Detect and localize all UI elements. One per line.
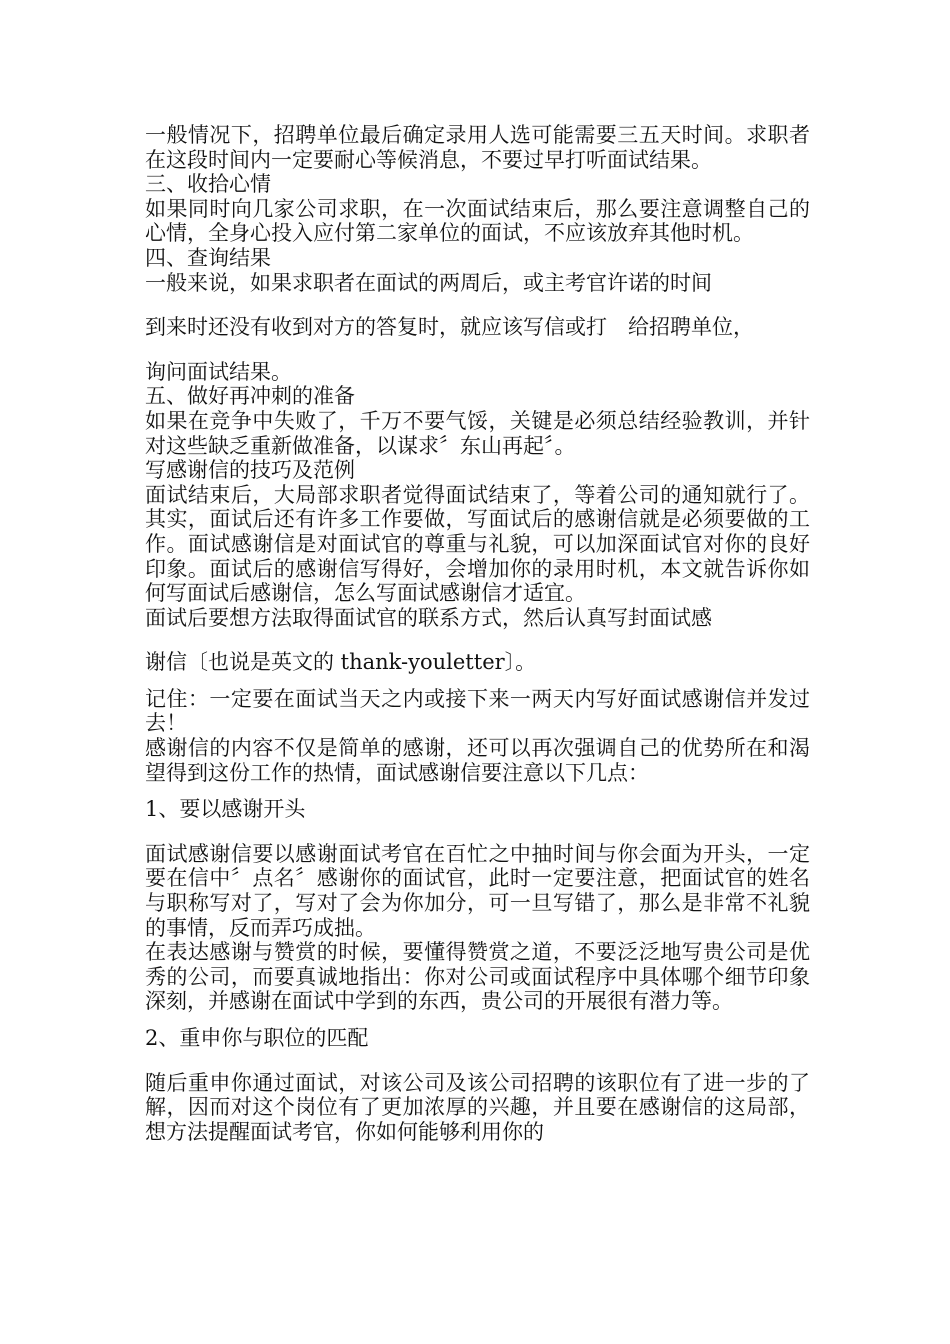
paragraph-appreciation: 在表达感谢与赞赏的时候，要懂得赞赏之道，不要泛泛地写贵公司是优秀的公司，而要真诚地指出：你对公司或面试程序中具体哪个细节印象深刻，并感谢在面试中学到的东西，贵公司的开展很有潜力等。 xyxy=(145,940,810,1014)
paragraph-remember: 记住：一定要在面试当天之内或接下来一两天内写好面试感谢信并发过去！ xyxy=(145,686,810,736)
paragraph-contact-line-2: 谢信〔也说是英文的 thank-youletter〕。 xyxy=(145,650,537,675)
paragraph-mood: 如果同时向几家公司求职，在一次面试结束后，那么要注意调整自己的心情，全身心投入应付第二家单位的面试，不应该放弃其他时机。 xyxy=(145,196,810,246)
paragraph-result-line-3: 询问面试结果。 xyxy=(145,359,292,384)
paragraph-reiterate-match: 随后重申你通过面试，对该公司及该公司招聘的该职位有了进一步的了解，因而对这个岗位有了更加浓厚的兴趣，并且要在感谢信的这局部，想方法提醒面试考官，你如何能够利用你的 xyxy=(145,1070,810,1144)
heading-point-1: 1、要以感谢开头 xyxy=(145,797,306,822)
paragraph-retry: 如果在竞争中失败了，千万不要气馁，关键是必须总结经验教训，并针对这些缺乏重新做准备，以谋求〞东山再起〞。 xyxy=(145,408,810,458)
paragraph-after-interview: 面试结束后，大局部求职者觉得面试结束了，等着公司的通知就行了。其实，面试后还有许多工作要做，写面试后的感谢信就是必须要做的工作。面试感谢信是对面试官的尊重与礼貌，可以加深面试官对你的良好印象。面试后的感谢信写得好，会增加你的录用时机，本文就告诉你如何写面试后感谢信，怎么写面试感谢信才适宜。 xyxy=(145,482,810,606)
paragraph-waiting: 一般情况下，招聘单位最后确定录用人选可能需要三五天时间。求职者在这段时间内一定要耐心等候消息，不要过早打听面试结果。 xyxy=(145,123,810,172)
heading-section-4: 四、查询结果 xyxy=(145,245,271,270)
heading-section-5: 五、做好再冲刺的准备 xyxy=(145,384,355,409)
heading-point-2: 2、重申你与职位的匹配 xyxy=(145,1026,369,1050)
paragraph-result-line-2: 到来时还没有收到对方的答复时，就应该写信或打 给招聘单位， xyxy=(145,315,754,340)
paragraph-content-tips: 感谢信的内容不仅是简单的感谢，还可以再次强调自己的优势所在和渴望得到这份工作的热情，面试感谢信要注意以下几点： xyxy=(145,736,810,785)
document-body xyxy=(145,123,810,1144)
paragraph-thanks-opening: 面试感谢信要以感谢面试考官在百忙之中抽时间与你会面为开头，一定要在信中〞点名〞感谢你的面试官，此时一定要注意，把面试官的姓名与职称写对了，写对了会为你加分，可一旦写错了，那么是非常不礼貌的事情，反而弄巧成拙。 xyxy=(145,841,810,940)
heading-section-3: 三、收拾心情 xyxy=(145,172,271,197)
paragraph-contact-line-1: 面试后要想方法取得面试官的联系方式，然后认真写封面试感 xyxy=(145,605,712,630)
paragraph-result-line-1: 一般来说，如果求职者在面试的两周后，或主考官许诺的时间 xyxy=(145,270,712,295)
heading-thank-you-letter: 写感谢信的技巧及范例 xyxy=(145,458,355,483)
